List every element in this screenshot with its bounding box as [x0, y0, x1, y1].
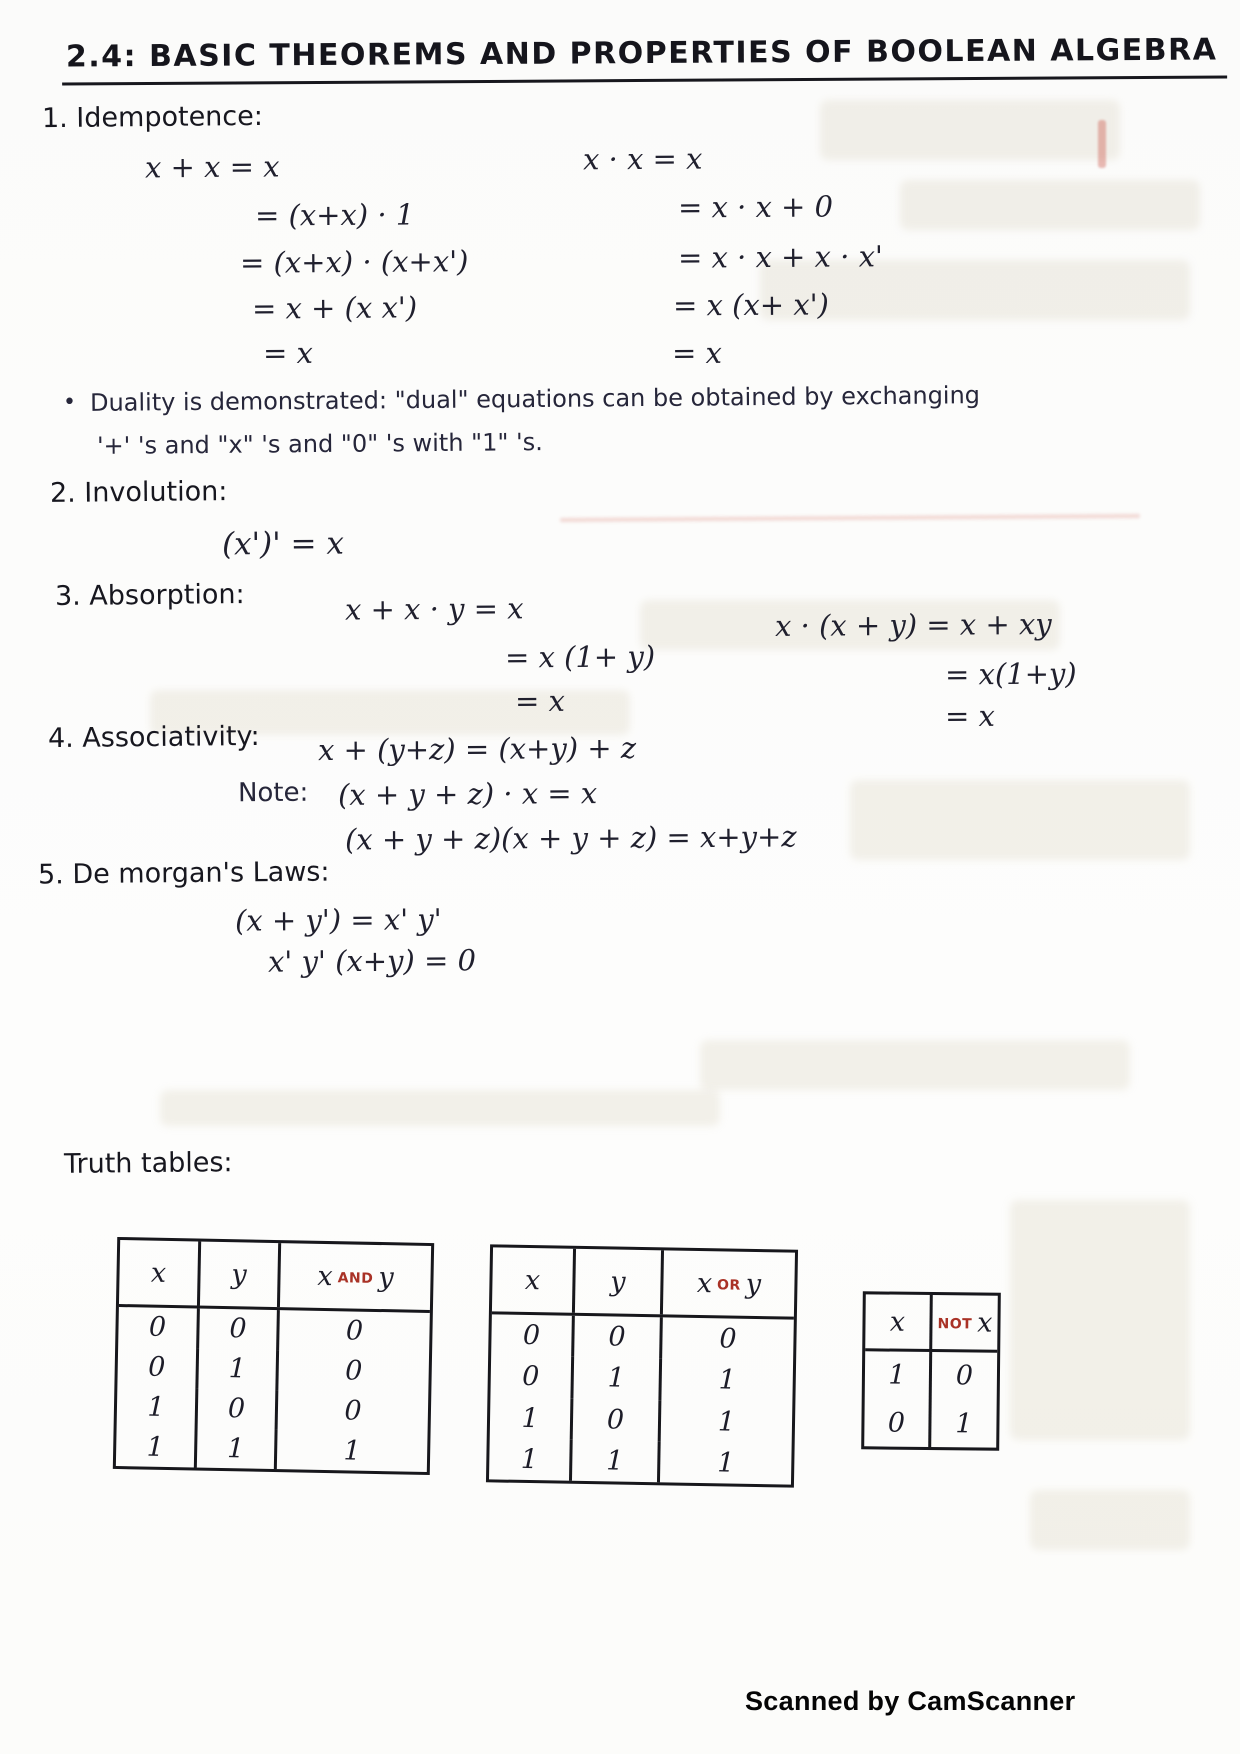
- table-cell: 1: [520, 1443, 539, 1476]
- camscanner-watermark: Scanned by CamScanner: [745, 1686, 1076, 1716]
- page-title: 2.4: BASIC THEOREMS AND PROPERTIES OF BOOLEAN ALGEBRA: [62, 32, 1228, 85]
- table-header-x: x: [889, 1306, 906, 1338]
- table-row: [117, 1347, 429, 1393]
- section-heading-idempotence: 1. Idempotence:: [41, 100, 264, 135]
- equation-line: = x: [514, 683, 565, 719]
- section-heading-demorgan: 5. De morgan's Laws:: [37, 856, 330, 891]
- truth-table-and: [113, 1237, 434, 1475]
- bullet-dot: •: [63, 390, 76, 415]
- table-row: [491, 1314, 794, 1361]
- table-row: [118, 1307, 430, 1353]
- duality-note-line2: '+' 's and "x" 's and "0" 's with "1" 's.: [96, 428, 543, 460]
- table-row: [116, 1426, 428, 1472]
- equation-line: (x + y + z)(x + y + z) = x+y+z: [344, 819, 797, 857]
- equation-line: = x: [944, 698, 995, 734]
- truth-table-not: [861, 1291, 1001, 1450]
- bleedthrough-mark: [820, 100, 1120, 160]
- table-row: [864, 1399, 996, 1448]
- table-cell: 1: [658, 1359, 793, 1403]
- or-operator-label: OR: [716, 1277, 741, 1294]
- table-cell: 1: [147, 1391, 165, 1423]
- table-row: [489, 1438, 792, 1485]
- table-row: [490, 1397, 793, 1444]
- table-cell: 1: [570, 1357, 659, 1400]
- table-cell: 1: [569, 1439, 658, 1482]
- table-cell: 0: [196, 1309, 277, 1350]
- equation-line: = x(1+y): [944, 656, 1077, 692]
- table-cell: 0: [275, 1390, 429, 1433]
- bleedthrough-mark: [1030, 1490, 1190, 1550]
- equation-line: x + x · y = x: [344, 591, 524, 627]
- table-cell: 1: [928, 1399, 996, 1447]
- duality-note-line1: Duality is demonstrated: "dual" equations can be obtained by exchanging: [89, 381, 981, 417]
- section-heading-associativity: 4. Associativity:: [47, 720, 260, 755]
- table-cell: 0: [929, 1352, 997, 1400]
- equation-line: x' y' (x+y) = 0: [267, 943, 477, 979]
- table-cell: 0: [521, 1361, 540, 1393]
- table-row: [117, 1387, 429, 1433]
- truth-table-or: [486, 1244, 798, 1487]
- table-cell: 1: [274, 1429, 428, 1472]
- equation-line: = x · x + x · x': [677, 239, 884, 275]
- truth-tables-label: Truth tables:: [63, 1147, 233, 1180]
- equation-line: x + x = x: [144, 149, 280, 185]
- table-cell: 1: [146, 1431, 165, 1463]
- table-cell: 1: [658, 1400, 793, 1444]
- equation-line: (x')' = x: [221, 525, 345, 563]
- equation-line: (x + y + z) · x = x: [337, 776, 598, 812]
- table-cell: 0: [147, 1351, 166, 1384]
- and-operator-label: AND: [337, 1270, 374, 1287]
- table-header-y: y: [572, 1249, 661, 1315]
- equation-line: x · x = x: [582, 141, 703, 177]
- table-header-x-or-y: x OR y: [660, 1250, 795, 1316]
- table-cell: 0: [659, 1317, 794, 1361]
- red-edge-mark: [1098, 120, 1106, 168]
- section-heading-involution: 2. Involution:: [49, 476, 228, 509]
- equation-line: x + (y+z) = (x+y) + z: [317, 730, 637, 768]
- bleedthrough-mark: [700, 1040, 1130, 1090]
- equation-line: = x: [671, 335, 722, 371]
- table-header-not-x: NOT x: [929, 1295, 998, 1350]
- table-cell: 1: [194, 1428, 275, 1469]
- table-cell: 1: [888, 1359, 906, 1391]
- table-cell: 1: [195, 1348, 276, 1389]
- table-row: [865, 1351, 997, 1400]
- table-header-x-and-y: x AND y: [277, 1243, 431, 1310]
- equation-line: (x + y') = x' y': [234, 902, 442, 938]
- table-cell: 0: [887, 1407, 906, 1439]
- section-heading-absorption: 3. Absorption:: [54, 579, 245, 612]
- table-cell: 1: [521, 1402, 539, 1434]
- equation-line: = x · x + 0: [677, 189, 834, 225]
- table-cell: 0: [275, 1350, 429, 1393]
- equation-line: x · (x + y) = x + xy: [774, 607, 1052, 643]
- table-header-y: y: [197, 1242, 278, 1308]
- bleedthrough-mark: [160, 1090, 720, 1126]
- equation-line: = (x+x) · 1: [254, 197, 415, 233]
- table-cell: 0: [522, 1320, 541, 1352]
- table-header-row: [865, 1294, 998, 1352]
- table-cell: 0: [148, 1311, 167, 1344]
- equation-line: = x + (x x'): [251, 290, 418, 326]
- note-label: Note:: [237, 777, 309, 809]
- table-header-row: [119, 1240, 431, 1313]
- table-header-row: [492, 1247, 795, 1319]
- equation-line: = (x+x) · (x+x'): [239, 244, 469, 280]
- bleedthrough-mark: [850, 780, 1190, 860]
- table-cell: 0: [570, 1398, 659, 1441]
- table-header-x: x: [150, 1257, 167, 1289]
- equation-line: = x (x+ x'): [672, 287, 830, 323]
- table-row: [490, 1356, 793, 1403]
- table-cell: 0: [276, 1310, 430, 1353]
- bleedthrough-mark: [1010, 1200, 1190, 1440]
- rose-line-mark: [560, 514, 1140, 522]
- table-header-x: x: [524, 1264, 541, 1296]
- equation-line: = x (1+ y): [504, 639, 656, 675]
- table-cell: 0: [571, 1316, 660, 1359]
- bleedthrough-mark: [900, 180, 1200, 230]
- table-cell: 1: [657, 1441, 792, 1485]
- table-cell: 0: [195, 1388, 276, 1429]
- equation-line: = x: [262, 335, 313, 371]
- not-operator-label: NOT: [937, 1316, 973, 1333]
